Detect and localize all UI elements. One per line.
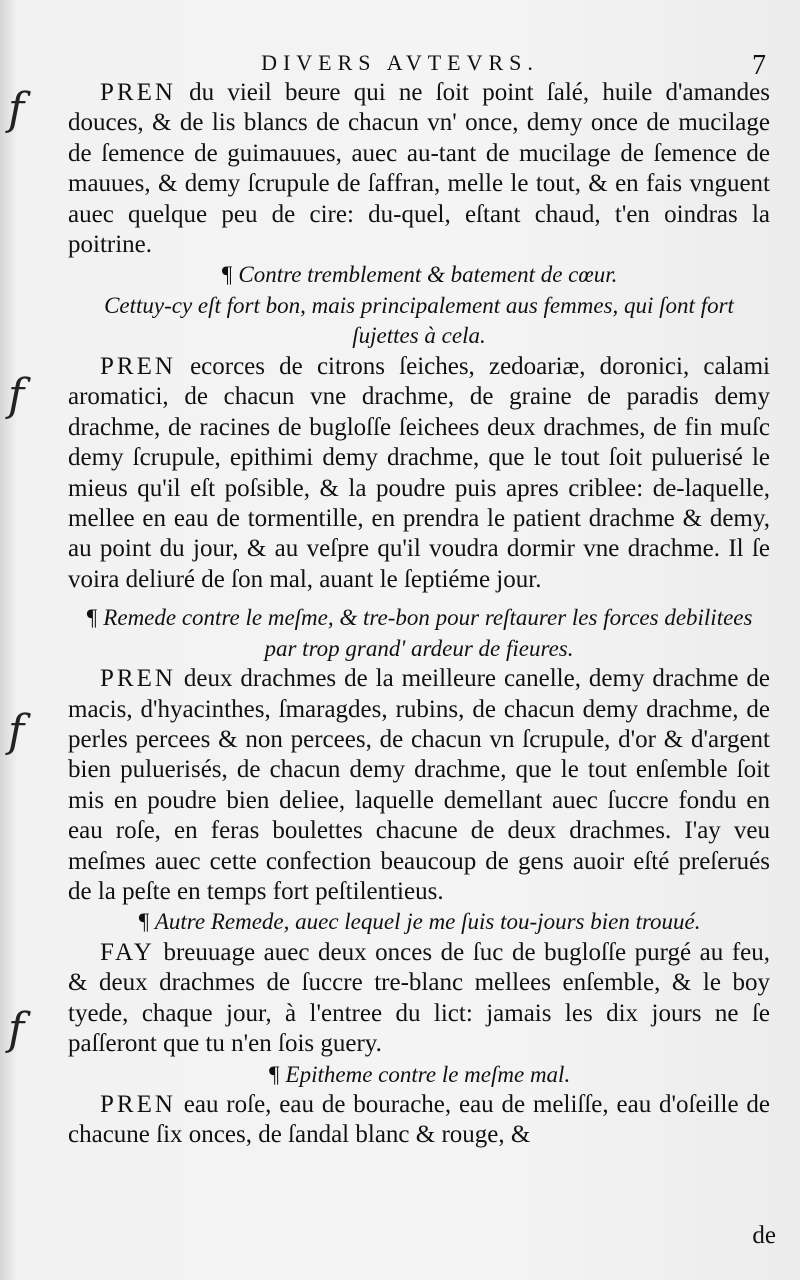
paragraph-lead-word: PREN <box>100 79 176 106</box>
margin-mark: f <box>8 84 25 135</box>
section-subheading: Cettuy-cy eſt fort bon, mais principalement aus femmes, qui ſont fort ſujettes à cela. <box>104 292 734 349</box>
paragraph <box>68 664 770 907</box>
section-heading: ¶ Remede contre le meſme, & tre-bon pour reſtaurer les forces debilitees par trop grand' ardeur de fieures. <box>85 605 753 661</box>
paragraph <box>68 938 770 1060</box>
paragraph-text: eau roſe, eau de bourache, eau de meliſſe, eau d'oſeille de chacune ſix onces, de ſandal blanc & rouge, & <box>68 1091 770 1149</box>
page-number: 7 <box>752 50 766 81</box>
paragraph <box>68 1090 770 1151</box>
paragraph-text: ecorces de citrons ſeiches, zedoariæ, doronici, calami aromatici, de chacun vne drachme, de graine de paradis demy drachme, de racines de bugloſſe ſeichees deux drachmes, de fin muſc demy ſcrupule, epithimi demy drachme, que le tout ſoit puluerisé le mieus qu'il eſt poſsible, & la poudre puis apres criblee: de-laquelle, mellee en eau de tormentille, en prendra le patient drachme & demy, au point du jour, & au veſpre qu'il voudra dormir vne drachme. Il ſe voira deliuré de ſon mal, auant le ſeptiéme jour. <box>68 352 770 593</box>
paragraph <box>68 78 770 260</box>
margin-mark: f <box>8 706 25 757</box>
catchword: de <box>752 1222 776 1249</box>
paragraph-text: deux drachmes de la meilleure canelle, demy drachme de macis, d'hyacinthes, ſmaragdes, rubins, de chacun demy drachme, de perles percees & non percees, de chacun vn ſcrupule, d'or & d'argent bien puluerisés, de chacun demy drachme, que le tout enſemble ſoit mis en poudre bien deliee, laquelle demellant auec ſuccre fondu en eau roſe, en feras boulettes chacune de deux drachmes. I'ay veu meſmes auec cette confection beaucoup de gens auoir eſté preſerués de la peſte en temps fort peſtilentieus. <box>68 665 770 906</box>
paragraph-lead-word: PREN <box>100 352 176 380</box>
paragraph-lead-word: PREN <box>100 1091 176 1119</box>
paragraph <box>68 352 770 595</box>
running-title: DIVERS AVTEVRS. <box>261 50 539 75</box>
page-body <box>68 78 770 1151</box>
section-heading: ¶ Autre Remede, auec lequel je me ſuis tou-jours bien trouué. <box>137 909 701 935</box>
paragraph-lead-word: FAY <box>100 938 155 966</box>
section-heading: ¶ Contre tremblement & batement de cœur. <box>220 262 618 288</box>
margin-mark: f <box>8 1004 25 1055</box>
paragraph-text: du vieil beure qui ne ſoit point ſalé, huile d'amandes douces, & de lis blancs de chacun vn' once, demy once de mucilage de ſemence de guimauues, auec au-tant de mucilage de ſemence de mauues, & demy ſcrupule de ſaffran, melle le tout, & en fais vnguent auec quelque peu de cire: du-quel, eſtant chaud, t'en oindras la poitrine. <box>68 79 770 259</box>
margin-mark: f <box>8 370 25 421</box>
section-heading: ¶ Epitheme contre le meſme mal. <box>267 1061 571 1087</box>
paragraph-text: breuuage auec deux onces de ſuc de bugloſſe purgé au feu, & deux drachmes de ſuccre tre-blanc mellees enſemble, & le boy tyede, chaque jour, à l'entree du lict: jamais les dix jours ne ſe paſſeront que tu n'en ſois guery. <box>68 938 770 1058</box>
paragraph-lead-word: PREN <box>100 665 176 693</box>
